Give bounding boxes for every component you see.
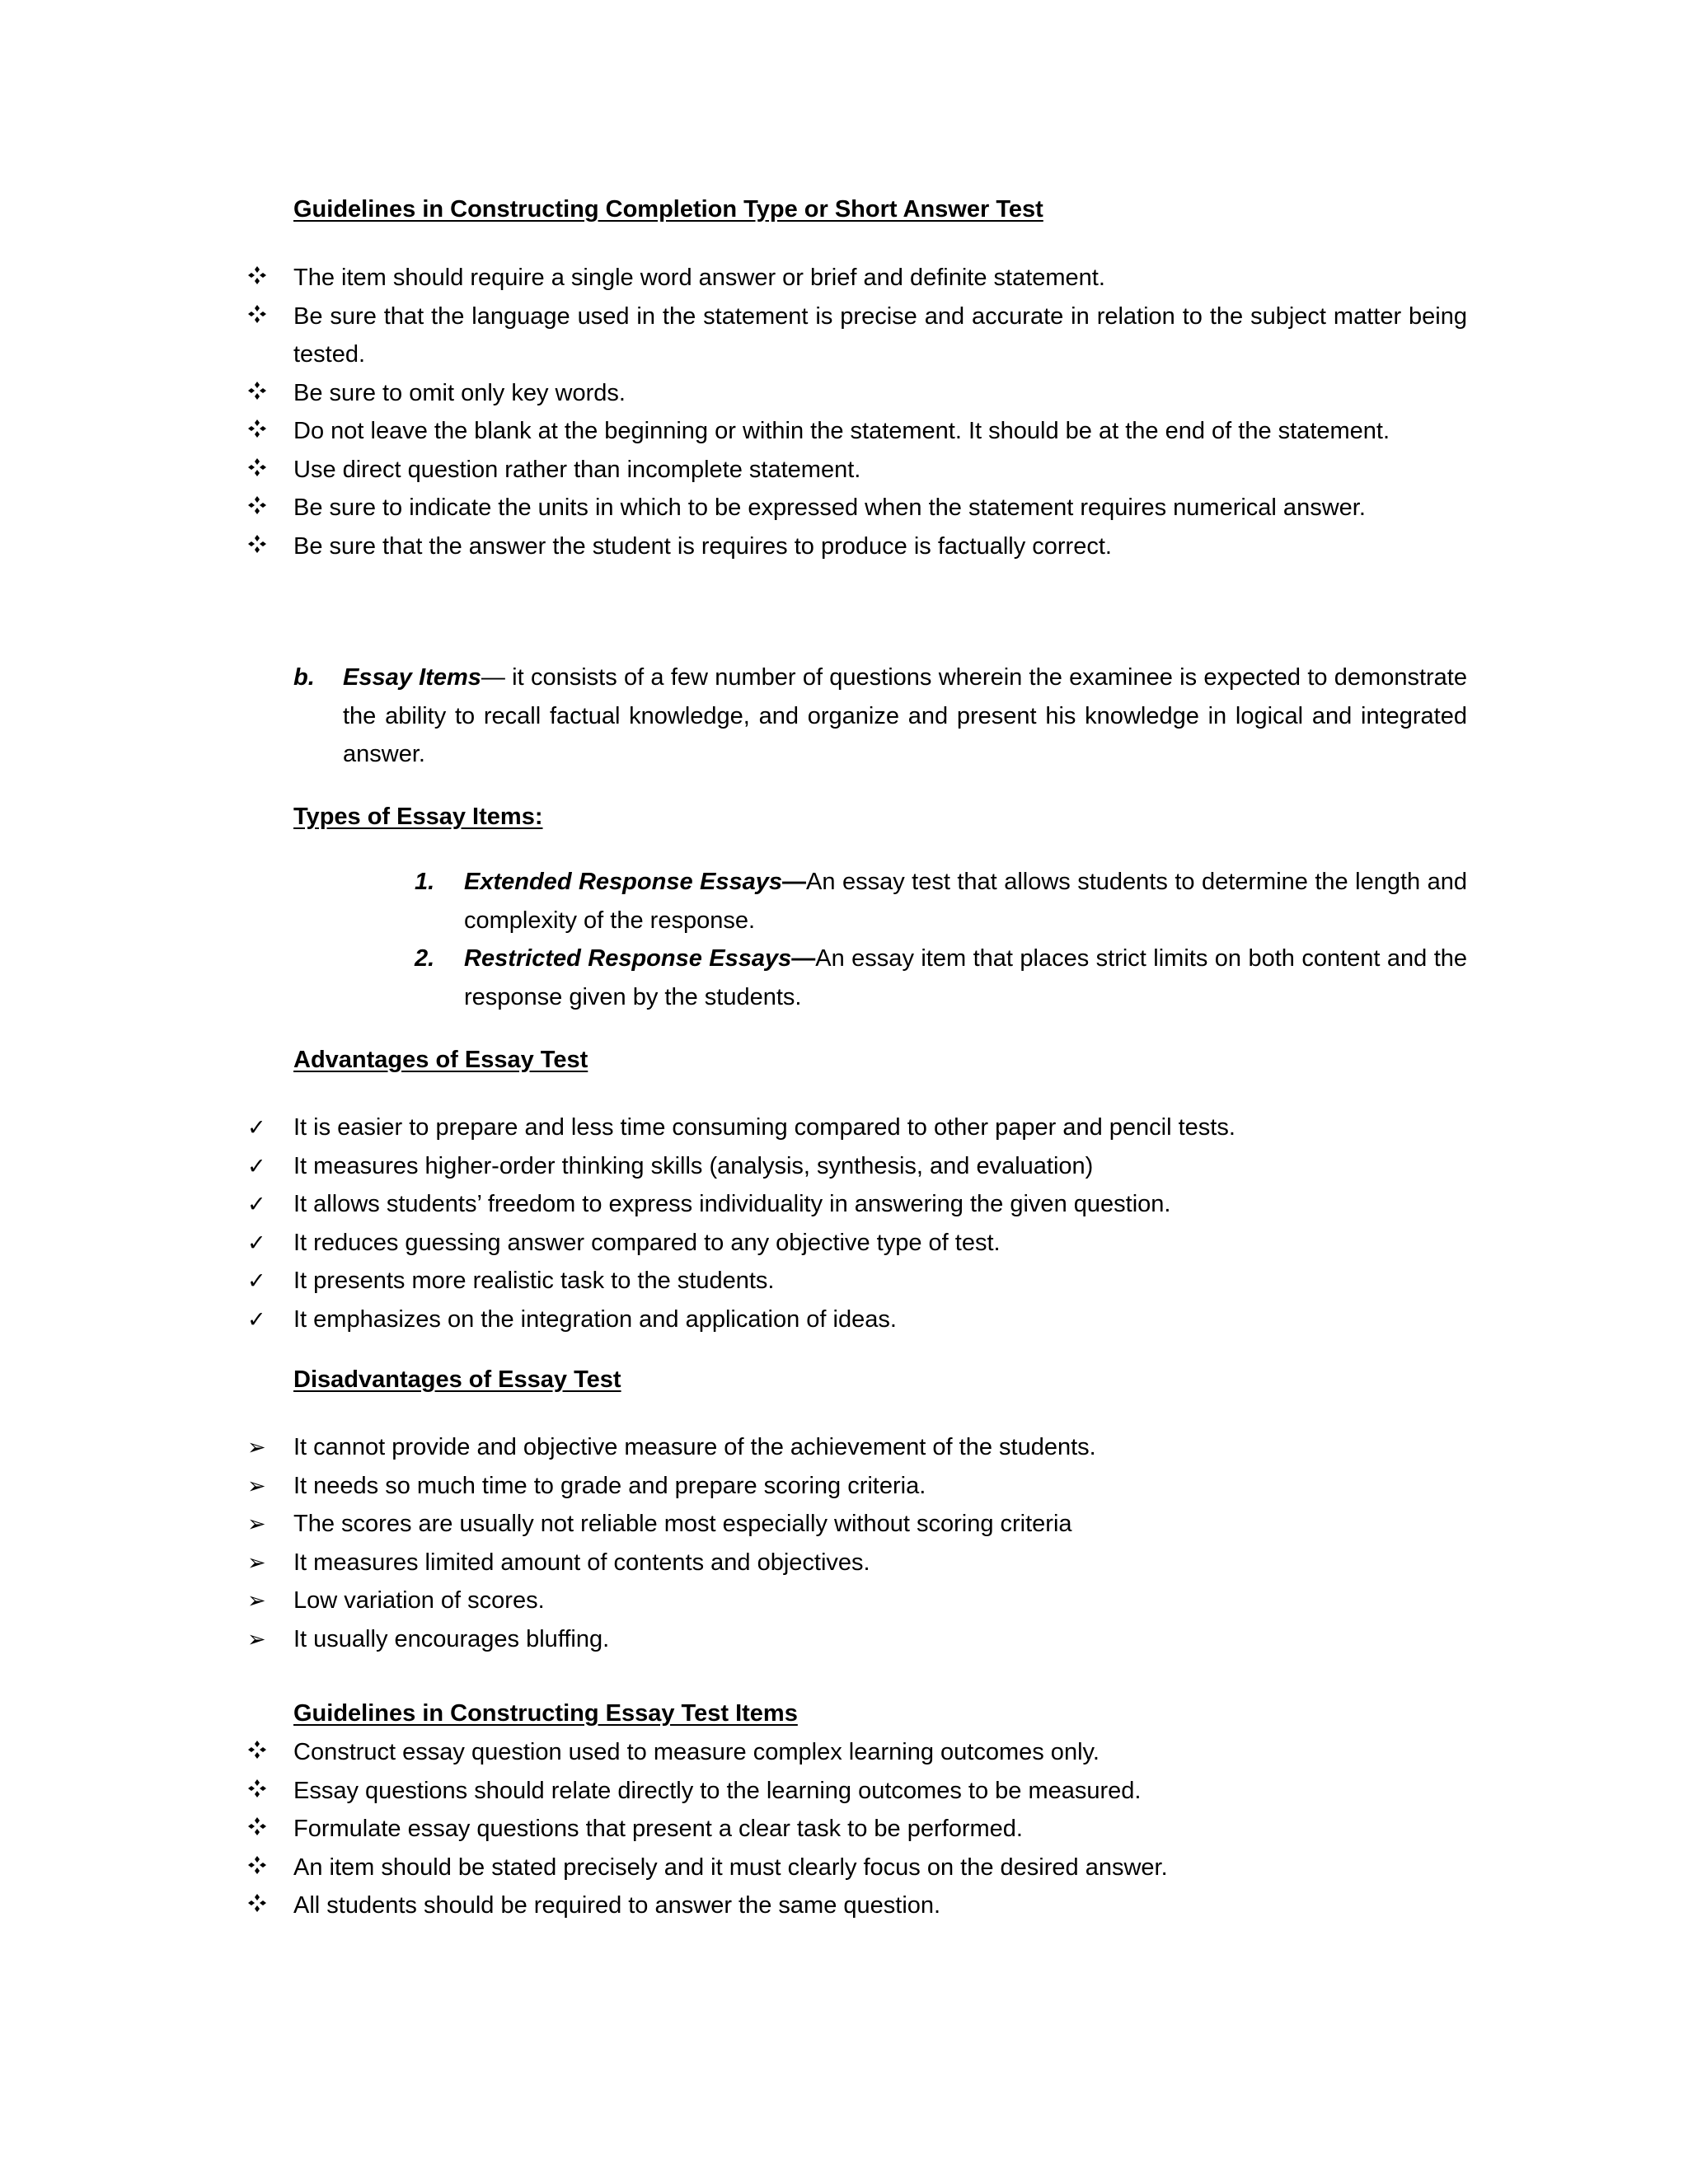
list-item [0, 298, 1467, 374]
type-number: 2. [415, 945, 435, 972]
list-item [0, 259, 1467, 298]
arrowhead-icon: ➢ [247, 1473, 266, 1498]
list-item [0, 451, 1467, 490]
disadvantage-item-text: It usually encourages bluffing. [293, 1625, 610, 1652]
essay-items-definition [293, 658, 1467, 774]
checkmark-icon: ✓ [247, 1192, 266, 1216]
diamond-cluster-icon [247, 1886, 272, 1925]
advantage-item-text: It emphasizes on the integration and application of ideas. [293, 1305, 897, 1333]
type-term: Extended Response Essays [464, 869, 783, 895]
checkmark-icon: ✓ [247, 1230, 266, 1255]
list-item [0, 1620, 1467, 1659]
diamond-cluster-icon [247, 259, 272, 298]
list-item [0, 1301, 1467, 1339]
completion-item-text: Be sure to omit only key words. [293, 379, 626, 406]
type-paragraph [464, 863, 1467, 940]
list-item [0, 940, 1467, 1016]
list-item [0, 1582, 1467, 1620]
types-of-essay-heading: Types of Essay Items: [293, 804, 543, 830]
completion-item-text: The item should require a single word answer or brief and definite statement. [293, 265, 1105, 291]
disadvantage-item-text: It cannot provide and objective measure of the achievement of the students. [293, 1434, 1096, 1460]
list-item [0, 1428, 1467, 1467]
advantage-item-text: It is easier to prepare and less time consuming compared to other paper and pencil tests. [293, 1114, 1236, 1141]
advantage-item-text: It allows students’ freedom to express individuality in answering the given question. [293, 1191, 1171, 1217]
diamond-cluster-icon [247, 1810, 272, 1849]
checkmark-icon: ✓ [247, 1115, 266, 1140]
list-item [0, 1147, 1467, 1186]
diamond-cluster-icon [247, 1733, 272, 1772]
list-item [0, 1185, 1467, 1224]
disadvantage-item-text: It measures limited amount of contents and objectives. [293, 1549, 870, 1576]
type-dash: — [791, 945, 816, 972]
disadvantages-list [0, 1428, 1467, 1658]
advantage-item-text: It presents more realistic task to the students. [293, 1268, 775, 1294]
types-of-essay-list [0, 863, 1467, 1016]
essay-guideline-text: Essay questions should relate directly to the learning outcomes to be measured. [293, 1777, 1142, 1804]
diamond-cluster-icon [247, 489, 272, 527]
disadvantage-item-text: Low variation of scores. [293, 1587, 545, 1614]
checkmark-icon: ✓ [247, 1306, 266, 1332]
list-item [0, 1262, 1467, 1301]
list-item [0, 489, 1467, 527]
type-paragraph [464, 940, 1467, 1016]
checkmark-icon: ✓ [247, 1268, 266, 1293]
list-item [0, 1467, 1467, 1506]
essay-guideline-text: Formulate essay questions that present a clear task to be performed. [293, 1816, 1023, 1842]
advantages-heading: Advantages of Essay Test [293, 1047, 588, 1073]
list-item [0, 1505, 1467, 1544]
list-item [0, 1544, 1467, 1582]
diamond-cluster-icon [247, 451, 272, 490]
advantage-item-text: It reduces guessing answer compared to any objective type of test. [293, 1229, 1001, 1256]
list-item [0, 374, 1467, 413]
essay-guideline-text: An item should be stated precisely and it must clearly focus on the desired answer. [293, 1854, 1168, 1881]
completion-guidelines-list [0, 259, 1467, 565]
list-item [0, 1733, 1467, 1772]
advantages-list [0, 1108, 1467, 1338]
arrowhead-icon: ➢ [247, 1588, 266, 1613]
essay-guideline-text: All students should be required to answer the same question. [293, 1892, 941, 1919]
diamond-cluster-icon [247, 1849, 272, 1887]
arrowhead-icon: ➢ [247, 1549, 266, 1575]
diamond-cluster-icon [247, 1772, 272, 1811]
essay-items-definition-text: it consists of a few number of questions wherein the examinee is expected to demonstrate the ability to recall factual knowledge, and organize and present his knowledge in logical and integrated answer. [343, 664, 1467, 767]
advantage-item-text: It measures higher-order thinking skills (analysis, synthesis, and evaluation) [293, 1152, 1094, 1179]
type-term: Restricted Response Essays [464, 945, 792, 972]
diamond-cluster-icon [247, 298, 272, 336]
completion-item-text: Do not leave the blank at the beginning or within the statement. It should be at the end of the statement. [293, 418, 1390, 444]
checkmark-icon: ✓ [247, 1153, 266, 1179]
list-item [0, 1224, 1467, 1263]
list-item [0, 412, 1467, 451]
essay-guideline-text: Construct essay question used to measure complex learning outcomes only. [293, 1739, 1100, 1765]
completion-item-text: Be sure that the language used in the statement is precise and accurate in relation to the subject matter being tested. [293, 302, 1467, 368]
list-item [0, 1849, 1467, 1887]
completion-item-text: Be sure that the answer the student is requires to produce is factually correct. [293, 532, 1112, 560]
list-item [0, 527, 1467, 566]
list-item [0, 863, 1467, 940]
diamond-cluster-icon [247, 412, 272, 451]
essay-items-marker: b. [293, 664, 315, 691]
type-definition: An essay test that allows students to determine the length and complexity of the response. [464, 869, 1467, 934]
arrowhead-icon: ➢ [247, 1435, 266, 1460]
completion-guidelines-heading: Guidelines in Constructing Completion Type or Short Answer Test [293, 196, 1043, 223]
list-item [0, 1772, 1467, 1811]
type-dash: — [782, 869, 807, 895]
disadvantages-heading: Disadvantages of Essay Test [293, 1366, 621, 1393]
essay-items-term: Essay Items [343, 664, 481, 691]
completion-item-text: Be sure to indicate the units in which to be expressed when the statement requires numerical answer. [293, 494, 1366, 521]
list-item [0, 1886, 1467, 1925]
type-number: 1. [415, 869, 435, 895]
arrowhead-icon: ➢ [247, 1511, 266, 1536]
diamond-cluster-icon [247, 527, 272, 566]
essay-items-dash: — [481, 664, 505, 691]
list-item [0, 1810, 1467, 1849]
essay-items-paragraph [343, 658, 1467, 774]
diamond-cluster-icon [247, 374, 272, 413]
completion-item-text: Use direct question rather than incomplete statement. [293, 456, 861, 483]
type-definition: An essay item that places strict limits on both content and the response given by the students. [464, 945, 1468, 1010]
list-item [0, 1108, 1467, 1147]
essay-guidelines-heading: Guidelines in Constructing Essay Test Items [293, 1700, 798, 1727]
essay-guidelines-list [0, 1733, 1467, 1925]
disadvantage-item-text: The scores are usually not reliable most especially without scoring criteria [293, 1511, 1072, 1537]
arrowhead-icon: ➢ [247, 1626, 266, 1652]
disadvantage-item-text: It needs so much time to grade and prepare scoring criteria. [293, 1472, 926, 1499]
